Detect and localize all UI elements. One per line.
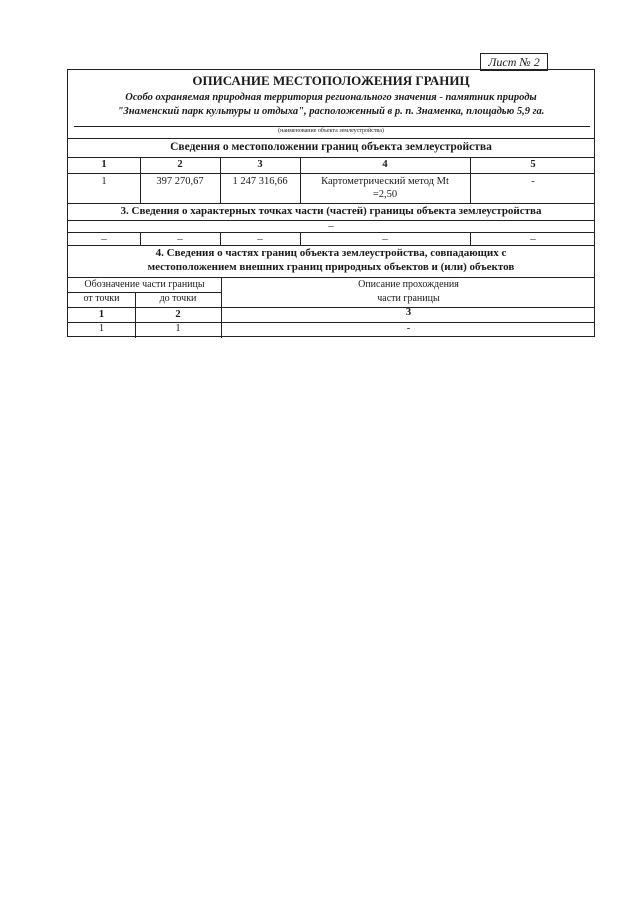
- divider: [68, 245, 594, 246]
- section-4-cell-from: 1: [98, 323, 105, 334]
- section-4-cell-desc: -: [406, 323, 411, 334]
- section-4-col-desc-line-1: Описание прохождения: [358, 279, 459, 290]
- section-3-dash-4: –: [382, 233, 388, 245]
- section-4-num-3: 3: [405, 307, 412, 318]
- section-1-cell-x: 397 270,67: [156, 176, 204, 187]
- sheet-number: Лист № 2: [488, 54, 540, 69]
- document-title: ОПИСАНИЕ МЕСТОПОЛОЖЕНИЯ ГРАНИЦ: [192, 73, 470, 88]
- divider: [68, 173, 594, 174]
- object-name-line-1: Особо охраняемая природная территория регионального значения - памятник природы: [125, 92, 537, 103]
- divider: [300, 232, 301, 245]
- divider: [470, 232, 471, 245]
- section-1-cell-number: 1: [101, 176, 107, 187]
- divider: [68, 138, 594, 139]
- section-1-cell-5: -: [531, 176, 535, 187]
- section-1-heading: Сведения о местоположении границ объекта землеустройства: [170, 141, 492, 153]
- section-4-col-from: от точки: [83, 293, 120, 304]
- divider: [221, 277, 222, 338]
- divider: [140, 232, 141, 245]
- col-number-3: 3: [257, 159, 263, 170]
- object-name-caption: (наименование объекта землеустройства): [278, 128, 384, 134]
- divider: [140, 157, 141, 203]
- section-1-cell-method-line-1: Картометрический метод Mt: [321, 176, 449, 187]
- section-3-dash-1: –: [101, 233, 107, 245]
- col-number-2: 2: [177, 159, 183, 170]
- section-1-cell-y: 1 247 316,66: [232, 176, 288, 187]
- section-4-num-2: 2: [175, 309, 181, 320]
- col-number-4: 4: [382, 159, 388, 170]
- col-number-5: 5: [530, 159, 536, 170]
- section-4-heading-line-2: местоположением внешних границ природных объектов и (или) объектов: [147, 261, 515, 273]
- section-3-dash-3: –: [257, 233, 263, 245]
- section-1-cell-method-line-2: =2,50: [372, 189, 398, 200]
- section-4-num-1: 1: [98, 309, 105, 320]
- divider: [300, 157, 301, 203]
- section-3-dash-top: –: [328, 220, 334, 232]
- divider: [68, 157, 594, 158]
- object-name-underline: [74, 126, 590, 127]
- section-4-cell-to: 1: [175, 323, 181, 334]
- divider: [470, 157, 471, 203]
- boundary-description-form: [67, 69, 595, 337]
- section-3-dash-2: –: [177, 233, 183, 245]
- divider: [68, 203, 594, 204]
- section-4-col-to: до точки: [159, 293, 197, 304]
- section-3-dash-5: –: [530, 233, 536, 245]
- divider: [135, 292, 136, 338]
- section-4-heading-line-1: 4. Сведения о частях границ объекта землеустройства, совпадающих с: [155, 247, 507, 259]
- section-3-heading: 3. Сведения о характерных точках части (частей) границы объекта землеустройства: [120, 205, 542, 217]
- object-name-line-2: "Знаменский парк культуры и отдыха", расположенный в р. п. Знаменка, площадью 5,9 га.: [117, 106, 545, 117]
- divider: [68, 277, 594, 278]
- divider: [220, 232, 221, 245]
- divider: [220, 157, 221, 203]
- col-number-1: 1: [101, 159, 107, 170]
- section-4-col-group: Обозначение части границы: [84, 279, 205, 290]
- section-4-col-desc-line-2: части границы: [377, 293, 440, 304]
